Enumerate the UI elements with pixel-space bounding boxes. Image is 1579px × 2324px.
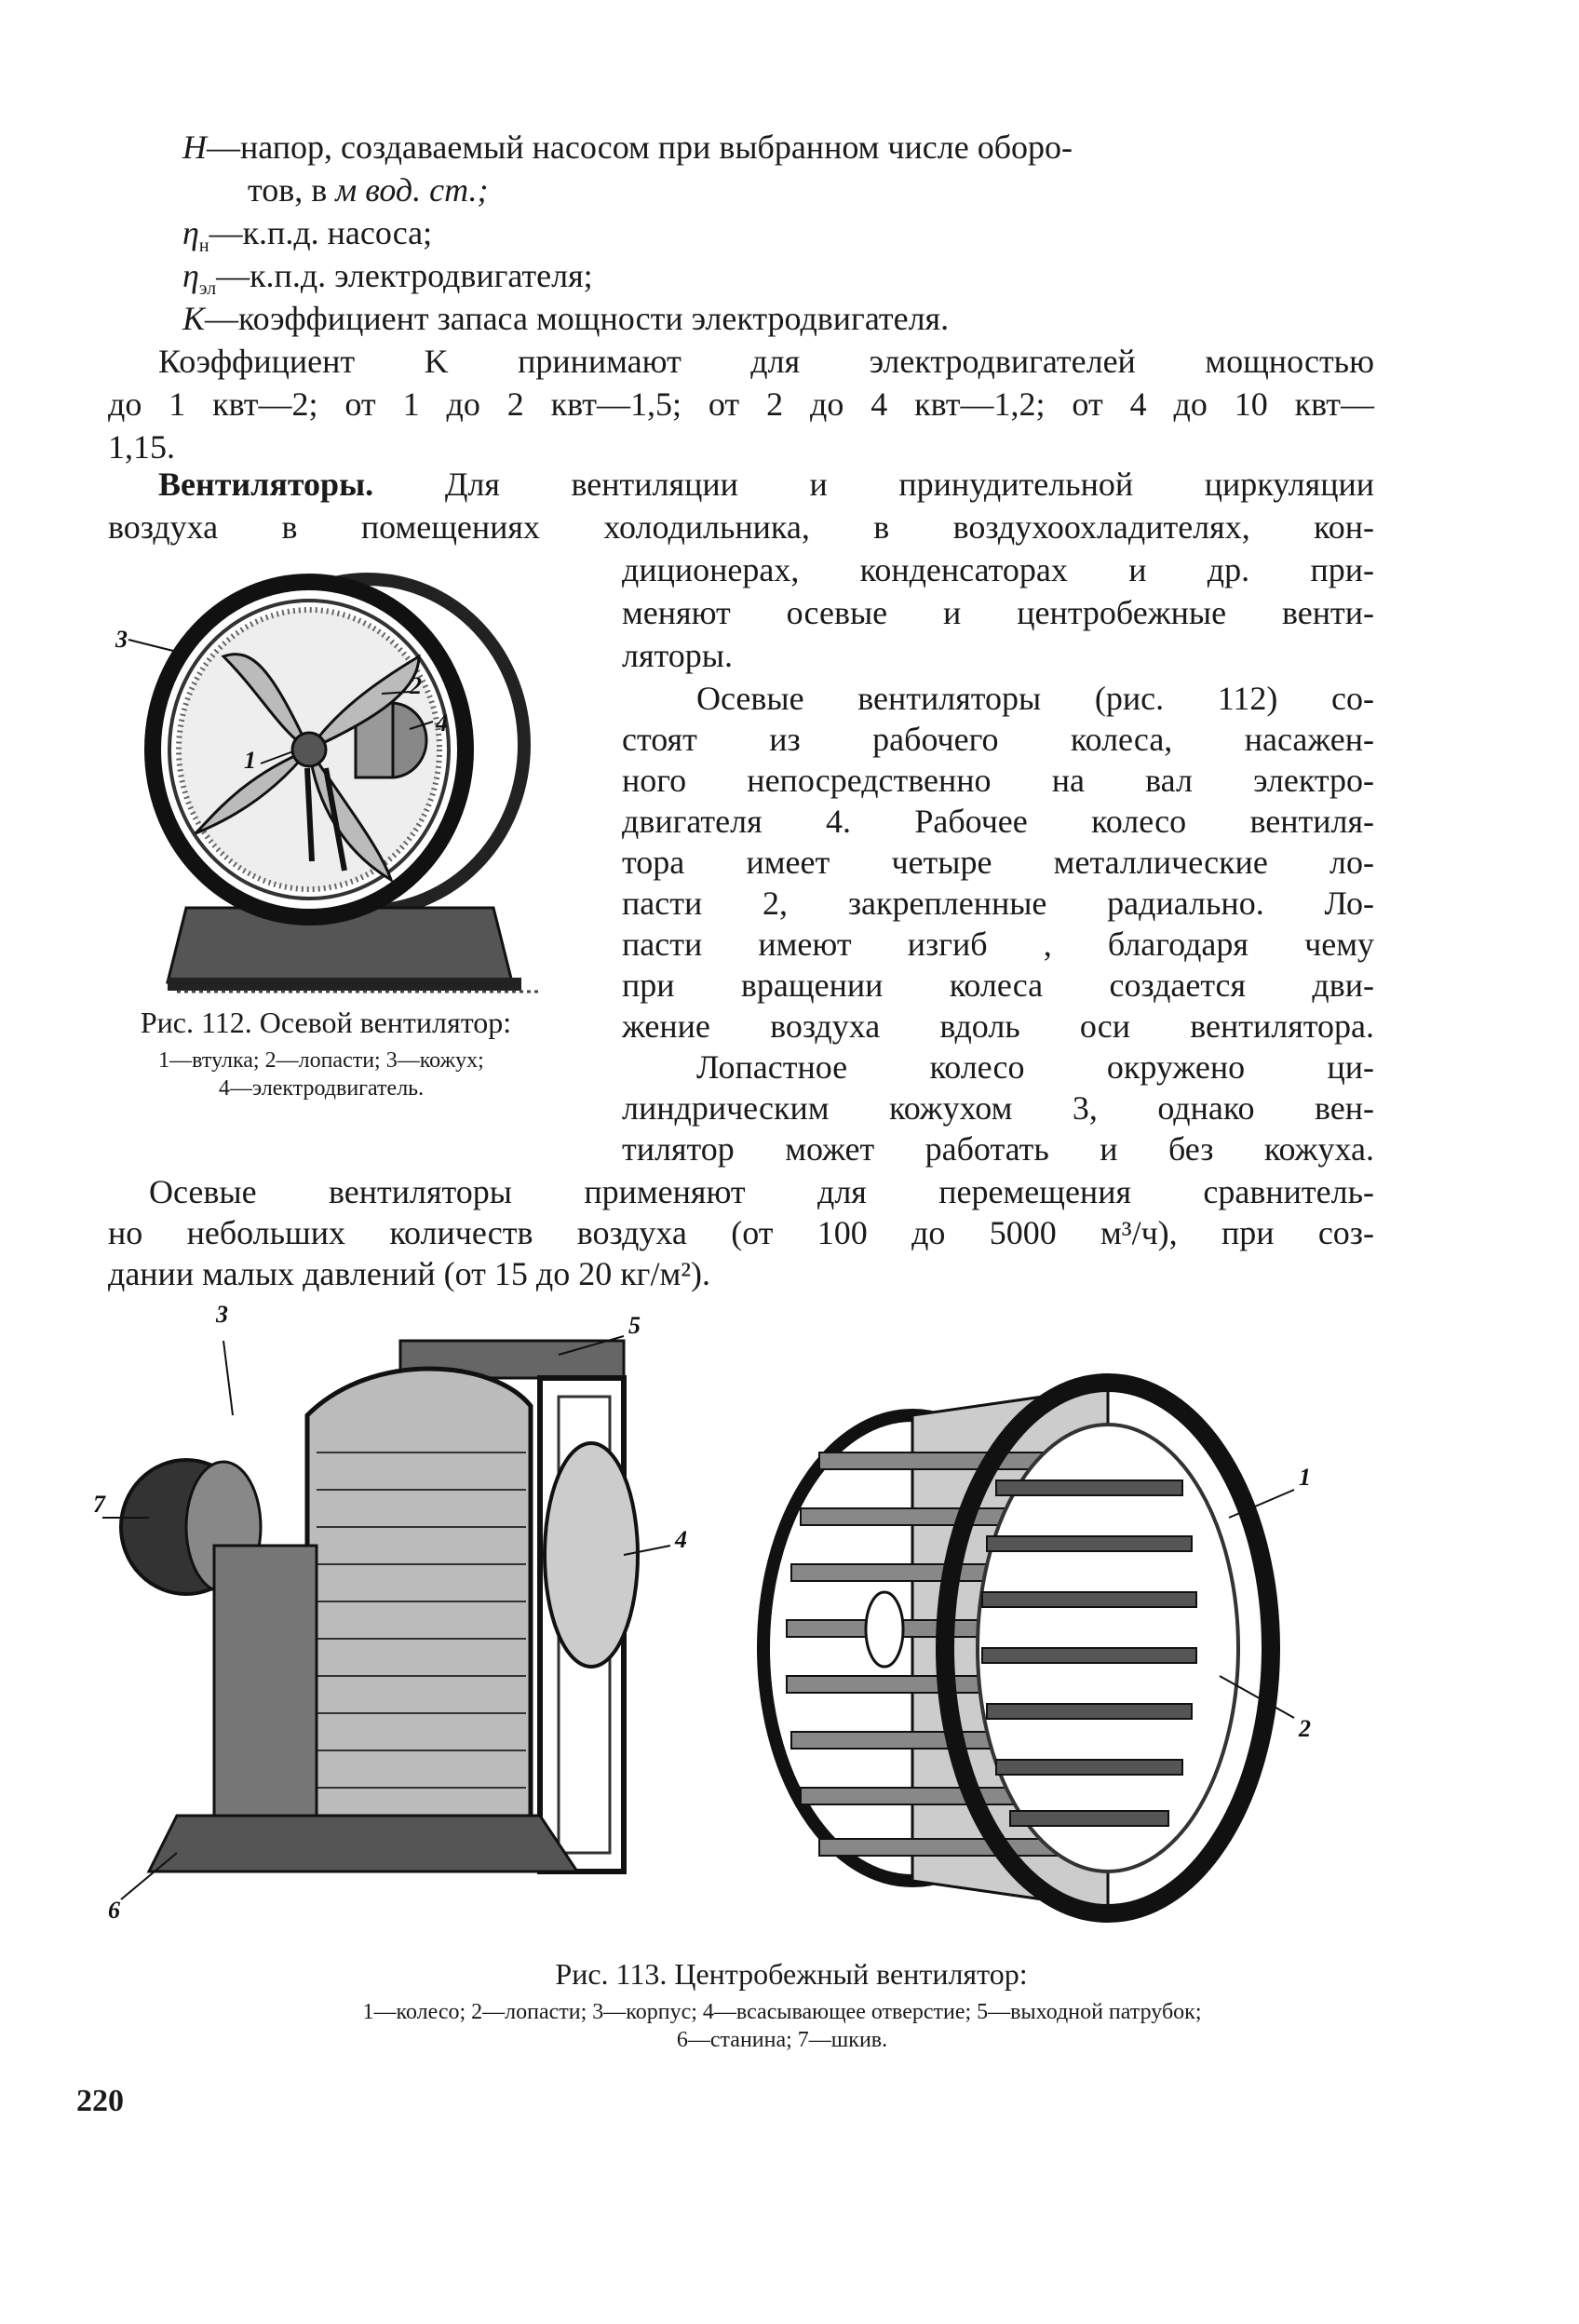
axial-line-4: двигателя 4. Рабочее колесо вентиля- xyxy=(622,803,1374,840)
fig113-legend-1: 1—колесо; 2—лопасти; 3—корпус; 4—всасывающее отверстие; 5—выходной патрубок; xyxy=(362,2000,1202,2024)
housing-label-6: 6 xyxy=(108,1897,120,1924)
def-eta-pump-text: —к.п.д. насоса; xyxy=(209,214,433,251)
def-h-symbol: H xyxy=(182,128,207,166)
eta-subscript: н xyxy=(198,236,209,257)
eta-symbol: η xyxy=(182,214,199,251)
blade-line-1: Лопастное колесо окружено ци- xyxy=(696,1048,1374,1086)
def-h-text: —напор, создаваемый насосом при выбранном числе оборо- xyxy=(207,128,1073,166)
page-number: 220 xyxy=(76,2084,124,2118)
axial-line-7: пасти имеют изгиб , благодаря чему xyxy=(622,926,1374,963)
housing-label-7: 7 xyxy=(93,1491,105,1518)
axial-label-4: 4 xyxy=(436,709,448,736)
coef-line-2: до 1 квт—2; от 1 до 2 квт—1,5; от 2 до 4 квт—1,2; от 4 до 10 квт— xyxy=(108,385,1374,423)
fig112-legend-1: 1—втулка; 2—лопасти; 3—кожух; xyxy=(158,1048,484,1073)
coef-line-1: Коэффициент K принимают для электродвигателей мощностью xyxy=(158,343,1374,380)
axial-line-1: Осевые вентиляторы (рис. 112) со- xyxy=(696,680,1374,717)
def-k xyxy=(182,298,949,339)
def-k-text: —коэффициент запаса мощности электродвигателя. xyxy=(205,300,950,337)
eta-symbol: η xyxy=(182,257,199,294)
use-line-1: Осевые вентиляторы применяют для перемещения сравнитель- xyxy=(149,1173,1374,1210)
axial-label-1: 1 xyxy=(244,747,256,774)
def-h-unit: м вод. ст.; xyxy=(335,171,489,209)
axial-label-2: 2 xyxy=(410,672,422,699)
axial-line-9: жение воздуха вдоль оси вентилятора. xyxy=(622,1007,1374,1045)
impeller-figure xyxy=(736,1369,1350,1946)
fig112-legend-2: 4—электродвигатель. xyxy=(218,1076,425,1101)
def-k-symbol: K xyxy=(182,300,206,337)
def-head xyxy=(182,127,1374,168)
housing-label-4: 4 xyxy=(675,1526,687,1553)
def-eta-motor-text: —к.п.д. электродвигателя; xyxy=(216,257,593,294)
def-head-cont xyxy=(248,169,489,210)
fans-line-2: воздуха в помещениях холодильника, в воздухоохладителях, кон- xyxy=(108,508,1374,546)
fig113-title: Рис. 113. Центробежный вентилятор: xyxy=(555,1957,1028,1991)
fans-line-3: диционерах, конденсаторах и др. при- xyxy=(622,551,1374,588)
axial-line-5: тора имеет четыре металлические ло- xyxy=(622,844,1374,881)
fig112-title: Рис. 112. Осевой вентилятор: xyxy=(140,1006,512,1039)
fig113-legend-2: 6—станина; 7—шкив. xyxy=(676,2028,888,2052)
axial-label-3: 3 xyxy=(115,626,128,653)
fans-heading: Вентиляторы. xyxy=(158,466,374,503)
eta-subscript: эл xyxy=(198,278,217,300)
fans-line-1-rest: Для вентиляции и принудительной циркуляции xyxy=(444,466,1375,503)
axial-line-8: при вращении колеса создается дви- xyxy=(622,966,1374,1004)
centrifugal-fan-housing-figure xyxy=(93,1304,708,1937)
use-line-2: но небольших количеств воздуха (от 100 до 5000 м³/ч), при соз- xyxy=(108,1214,1374,1251)
blade-line-3: тилятор может работать и без кожуха. xyxy=(622,1130,1374,1168)
impeller-label-2: 2 xyxy=(1299,1715,1311,1742)
blade-line-2: линдрическим кожухом 3, однако вен- xyxy=(622,1089,1374,1127)
use-line-3: дании малых давлений (от 15 до 20 кг/м²). xyxy=(108,1255,711,1292)
fans-line-1 xyxy=(158,464,1374,505)
fans-line-4: меняют осевые и центробежные венти- xyxy=(622,594,1374,631)
fans-line-5: ляторы. xyxy=(622,637,733,674)
axial-line-6: пасти 2, закрепленные радиально. Ло- xyxy=(622,885,1374,922)
axial-line-3: ного непосредственно на вал электро- xyxy=(622,762,1374,799)
axial-line-2: стоят из рабочего колеса, насажен- xyxy=(622,721,1374,758)
axial-fan-figure xyxy=(112,554,577,1001)
def-h-cont: тов, в xyxy=(248,171,336,209)
housing-label-5: 5 xyxy=(628,1312,641,1339)
housing-label-3: 3 xyxy=(216,1304,228,1328)
impeller-label-1: 1 xyxy=(1299,1464,1311,1491)
coef-line-3: 1,15. xyxy=(108,428,175,466)
